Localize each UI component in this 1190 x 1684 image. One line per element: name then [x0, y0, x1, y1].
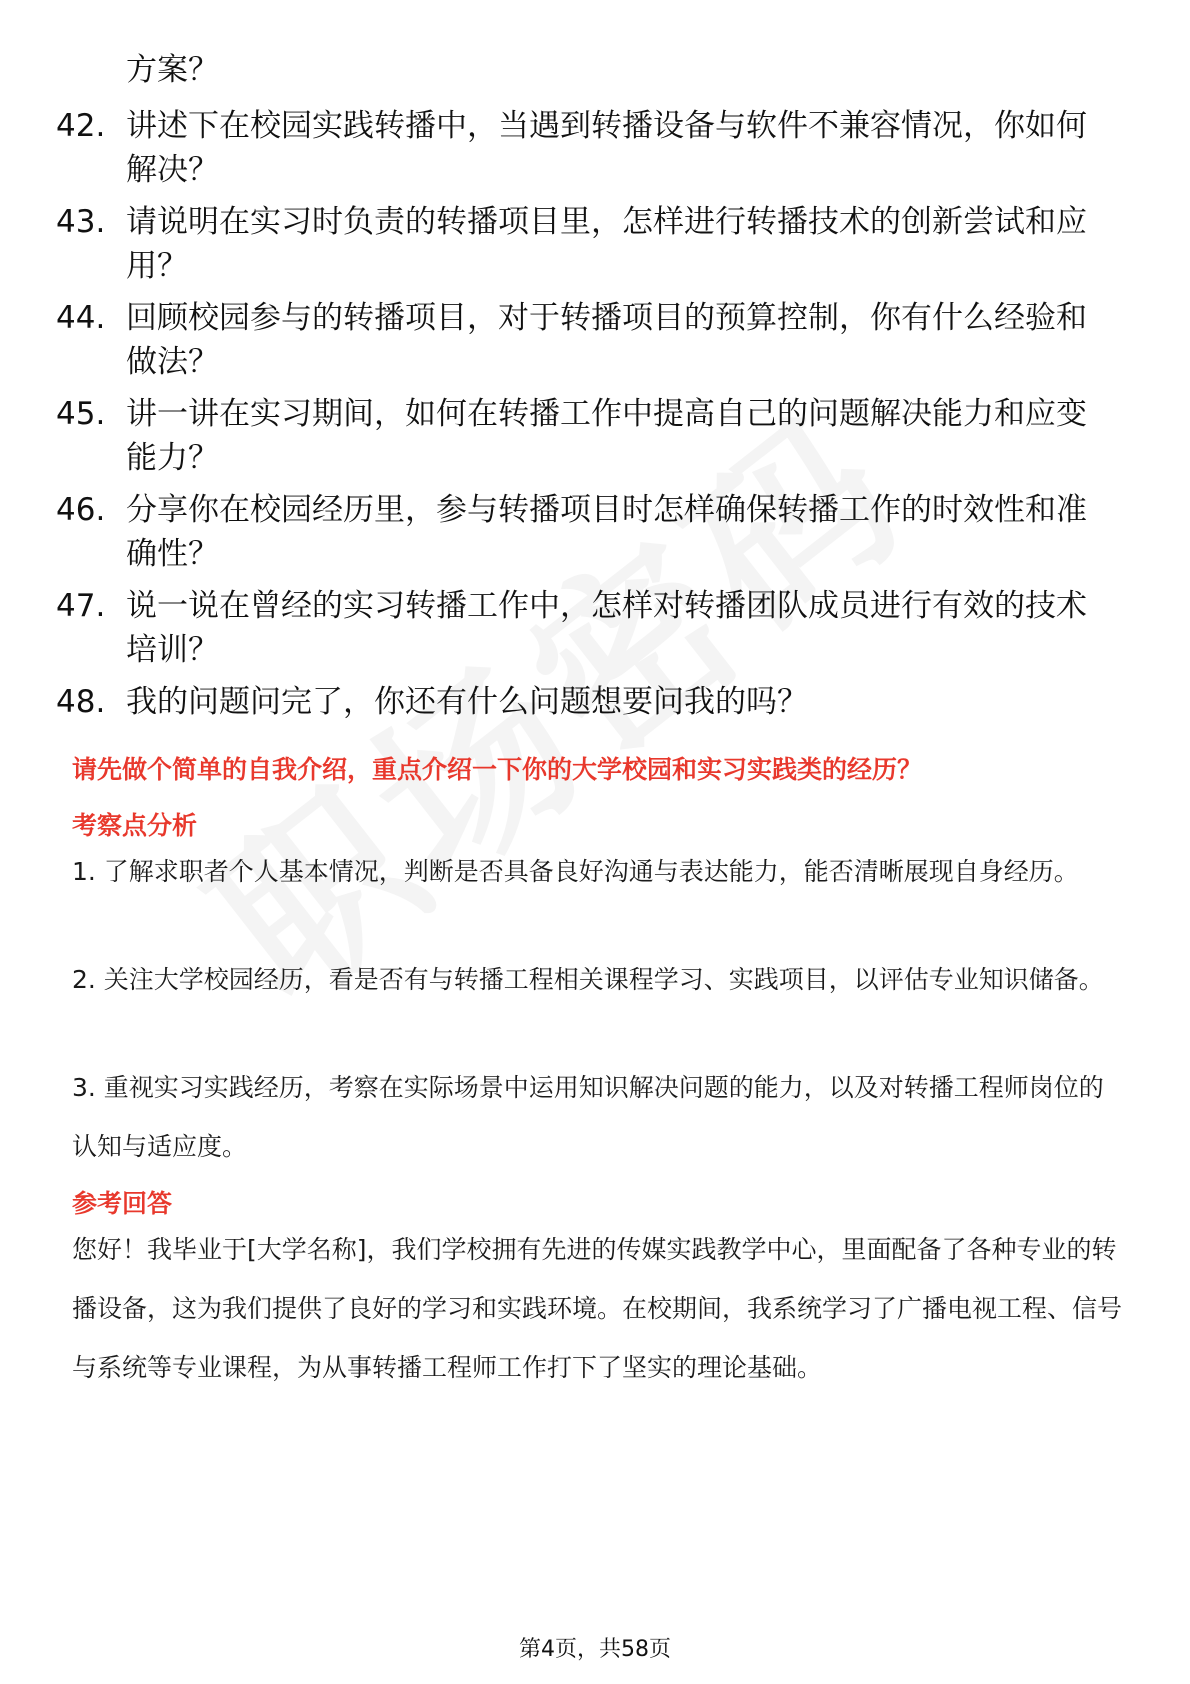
question-number: 42. — [56, 108, 106, 144]
question-continuation: 方案？ — [126, 52, 219, 88]
question-item-45 — [56, 392, 1116, 480]
question-number: 48. — [56, 684, 106, 720]
question-text: 回顾校园参与的转播项目，对于转播项目的预算控制，你有什么经验和做法？ — [126, 300, 1087, 380]
question-item-48 — [56, 680, 1116, 724]
answer-text: 您好！我毕业于[大学名称]，我们学校拥有先进的传媒实践教学中心，里面配备了各种专业的转播设备，这为我们提供了良好的学习和实践环境。在校期间，我系统学习了广播电视工程、信号与系统等专业课程，为从事转播工程师工作打下了坚实的理论基础。 — [72, 1235, 1123, 1382]
question-number: 46. — [56, 492, 106, 528]
question-text: 我的问题问完了，你还有什么问题想要问我的吗？ — [126, 684, 808, 720]
section-title: 请先做个简单的自我介绍，重点介绍一下你的大学校园和实习实践类的经历？ — [72, 755, 923, 784]
analysis-point-3: 3. 重视实习实践经历，考察在实际场景中运用知识解决问题的能力，以及对转播工程师岗位的认知与适应度。 — [72, 1073, 1104, 1161]
question-number: 44. — [56, 300, 106, 336]
page-number: 第4页，共58页 — [519, 1637, 671, 1662]
question-number: 45. — [56, 396, 106, 432]
question-item-47 — [56, 584, 1116, 672]
answer-heading: 参考回答 — [72, 1189, 173, 1218]
question-text: 讲一讲在实习期间，如何在转播工作中提高自己的问题解决能力和应变能力？ — [126, 396, 1087, 476]
question-number: 43. — [56, 204, 106, 240]
analysis-point-2: 2. 关注大学校园经历，看是否有与转播工程相关课程学习、实践项目，以评估专业知识储备。 — [72, 965, 1104, 994]
question-number: 47. — [56, 588, 106, 624]
analysis-point-1: 1. 了解求职者个人基本情况，判断是否具备良好沟通与表达能力，能否清晰展现自身经历。 — [72, 857, 1079, 886]
question-text: 分享你在校园经历里，参与转播项目时怎样确保转播工作的时效性和准确性？ — [126, 492, 1087, 572]
question-item-42 — [56, 104, 1116, 192]
question-item-46 — [56, 488, 1116, 576]
question-text: 请说明在实习时负责的转播项目里，怎样进行转播技术的创新尝试和应用？ — [126, 204, 1087, 284]
question-text: 说一说在曾经的实习转播工作中，怎样对转播团队成员进行有效的技术培训？ — [126, 588, 1087, 668]
analysis-heading: 考察点分析 — [72, 811, 198, 840]
question-text: 讲述下在校园实践转播中，当遇到转播设备与软件不兼容情况，你如何解决？ — [126, 108, 1087, 188]
question-item-43 — [56, 200, 1116, 288]
question-item-44 — [56, 296, 1116, 384]
